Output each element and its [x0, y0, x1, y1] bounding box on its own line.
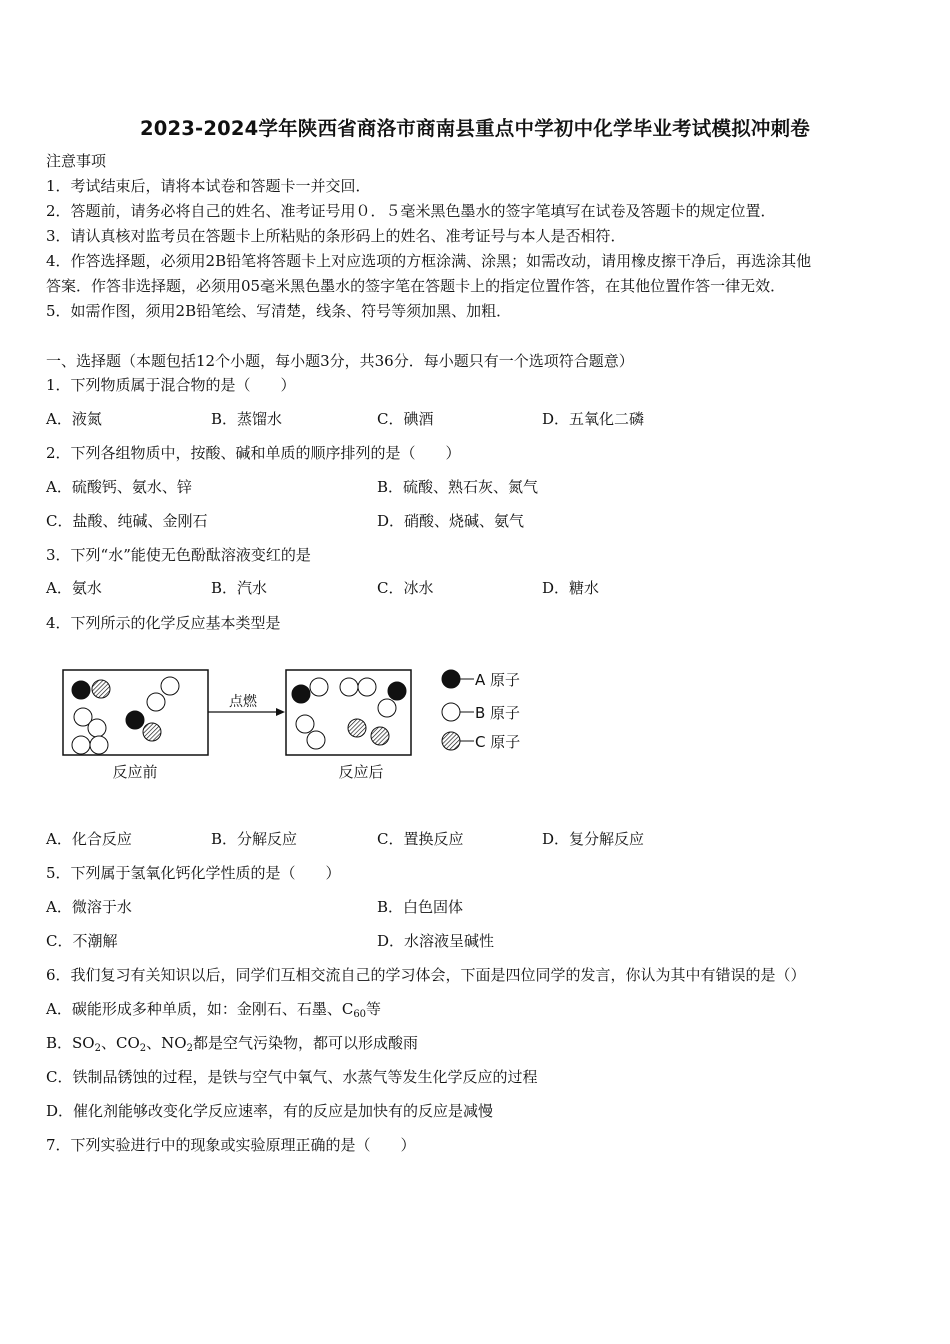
q1-option-a: A．液氮 [46, 410, 102, 428]
notes-item: 5．如需作图，须用2B铅笔绘、写清楚，线条、符号等须加黑、加粗． [46, 302, 512, 320]
b-atom [72, 736, 90, 754]
question-5-stem: 5．下列属于氢氧化钙化学性质的是（ ） [46, 864, 341, 882]
q2-option-b: B．硫酸、熟石灰、氮气 [377, 478, 539, 496]
a-atom [126, 711, 144, 729]
legend-a-label: A 原子 [475, 671, 521, 689]
formula-subscript: 2 [139, 1043, 147, 1054]
b-atom [307, 731, 325, 749]
formula-no2: NO [161, 1034, 187, 1052]
notes-item: 1．考试结束后，请将本试卷和答题卡一并交回． [46, 177, 371, 195]
formula-co2: CO [116, 1034, 140, 1052]
a-atom [388, 682, 406, 700]
legend-c-symbol [442, 732, 460, 750]
q6-option-b-prefix: B． [46, 1034, 73, 1052]
c-atom [92, 680, 110, 698]
c-atom [348, 719, 366, 737]
b-atom [161, 677, 179, 695]
question-7-stem: 7．下列实验进行中的现象或实验原理正确的是（ ） [46, 1136, 416, 1154]
legend-a-symbol [442, 670, 460, 688]
c-atom [371, 727, 389, 745]
q3-option-c: C．冰水 [377, 579, 434, 597]
q1-option-c: C．碘酒 [377, 410, 434, 428]
formula-subscript: 2 [94, 1043, 101, 1054]
q6-option-b-tail: 都是空气污染物，都可以形成酸雨 [192, 1034, 418, 1052]
a-atom [292, 685, 310, 703]
b-atom [340, 678, 358, 696]
q5-option-b: B．白色固体 [377, 898, 464, 916]
arrow-condition-label: 点燃 [229, 694, 257, 710]
legend-c-label: C 原子 [475, 733, 521, 751]
b-atom [378, 699, 396, 717]
question-6-stem: 6．我们复习有关知识以后，同学们互相交流自己的学习体会，下面是四位同学的发言，你认为其中有错误的是（） [46, 966, 806, 984]
separator: 、 [146, 1034, 162, 1052]
q3-option-a: A．氨水 [46, 579, 102, 597]
q5-option-c: C．不潮解 [46, 932, 118, 950]
q6-option-a-text: A．碳能形成多种单质，如：金刚石、石墨、C [46, 1000, 354, 1018]
q4-option-a: A．化合反应 [46, 830, 132, 848]
question-4-stem: 4．下列所示的化学反应基本类型是 [46, 614, 281, 632]
q6-option-a-tail: 等 [366, 1000, 382, 1018]
a-atom [72, 681, 90, 699]
q4-option-c: C．置换反应 [377, 830, 464, 848]
q6-option-b [46, 1033, 418, 1059]
formula-subscript: 2 [186, 1043, 193, 1054]
notes-item: 4．作答选择题，必须用2B铅笔将答题卡上对应选项的方框涂满、涂黑；如需改动，请用橡皮擦干净后，再选涂其他 [46, 252, 812, 270]
c-atom [143, 723, 161, 741]
question-1-stem: 1．下列物质属于混合物的是（ ） [46, 376, 296, 394]
notes-item: 答案．作答非选择题，必须用05毫米黑色墨水的签字笔在答题卡上的指定位置作答，在其他位置作答一律无效． [46, 277, 786, 295]
legend-b-label: B 原子 [475, 704, 521, 722]
q1-option-b: B．蒸馏水 [211, 410, 283, 428]
b-atom [90, 736, 108, 754]
q3-option-b: B．汽水 [211, 579, 268, 597]
q2-option-c: C．盐酸、纯碱、金刚石 [46, 512, 208, 530]
separator: 、 [100, 1034, 116, 1052]
q2-option-a: A．硫酸钙、氨水、锌 [46, 478, 192, 496]
section-heading: 一、选择题（本题包括12个小题，每小题3分，共36分．每小题只有一个选项符合题意） [46, 352, 634, 370]
q1-option-d: D．五氧化二磷 [542, 410, 645, 428]
b-atom [147, 693, 165, 711]
notes-item: 2．答题前，请务必将自己的姓名、准考证号用０．５毫米黑色墨水的签字笔填写在试卷及答题卡的规定位置． [46, 202, 776, 220]
formula-so2: SO [72, 1034, 95, 1052]
q4-option-d: D．复分解反应 [542, 830, 645, 848]
b-atom [310, 678, 328, 696]
q6-option-d: D．催化剂能够改变化学反应速率，有的反应是加快有的反应是减慢 [46, 1102, 494, 1120]
exam-title: 2023-2024学年陕西省商洛市商南县重点中学初中化学毕业考试模拟冲刺卷 [139, 117, 811, 140]
q3-option-d: D．糖水 [542, 579, 600, 597]
q5-option-a: A．微溶于水 [46, 898, 132, 916]
notes-heading: 注意事项 [46, 152, 107, 170]
b-atom [358, 678, 376, 696]
q4-option-b: B．分解反应 [211, 830, 298, 848]
question-2-stem: 2．下列各组物质中，按酸、碱和单质的顺序排列的是（ ） [46, 444, 461, 462]
q5-option-d: D．水溶液呈碱性 [377, 932, 495, 950]
q2-option-d: D．硝酸、烧碱、氨气 [377, 512, 525, 530]
q6-option-a [46, 999, 381, 1025]
question-3-stem: 3．下列“水”能使无色酚酞溶液变红的是 [46, 546, 311, 564]
q6-option-a-subscript: 60 [353, 1009, 367, 1020]
notes-item: 3．请认真核对监考员在答题卡上所粘贴的条形码上的姓名、准考证号与本人是否相符． [46, 227, 626, 245]
legend-b-symbol [442, 703, 460, 721]
q6-option-c: C．铁制品锈蚀的过程，是铁与空气中氧气、水蒸气等发生化学反应的过程 [46, 1068, 538, 1086]
reaction-diagram [55, 660, 555, 794]
b-atom [88, 719, 106, 737]
before-label: 反应前 [112, 763, 158, 781]
after-label: 反应后 [338, 763, 384, 781]
b-atom [296, 715, 314, 733]
arrow-head [276, 708, 285, 716]
